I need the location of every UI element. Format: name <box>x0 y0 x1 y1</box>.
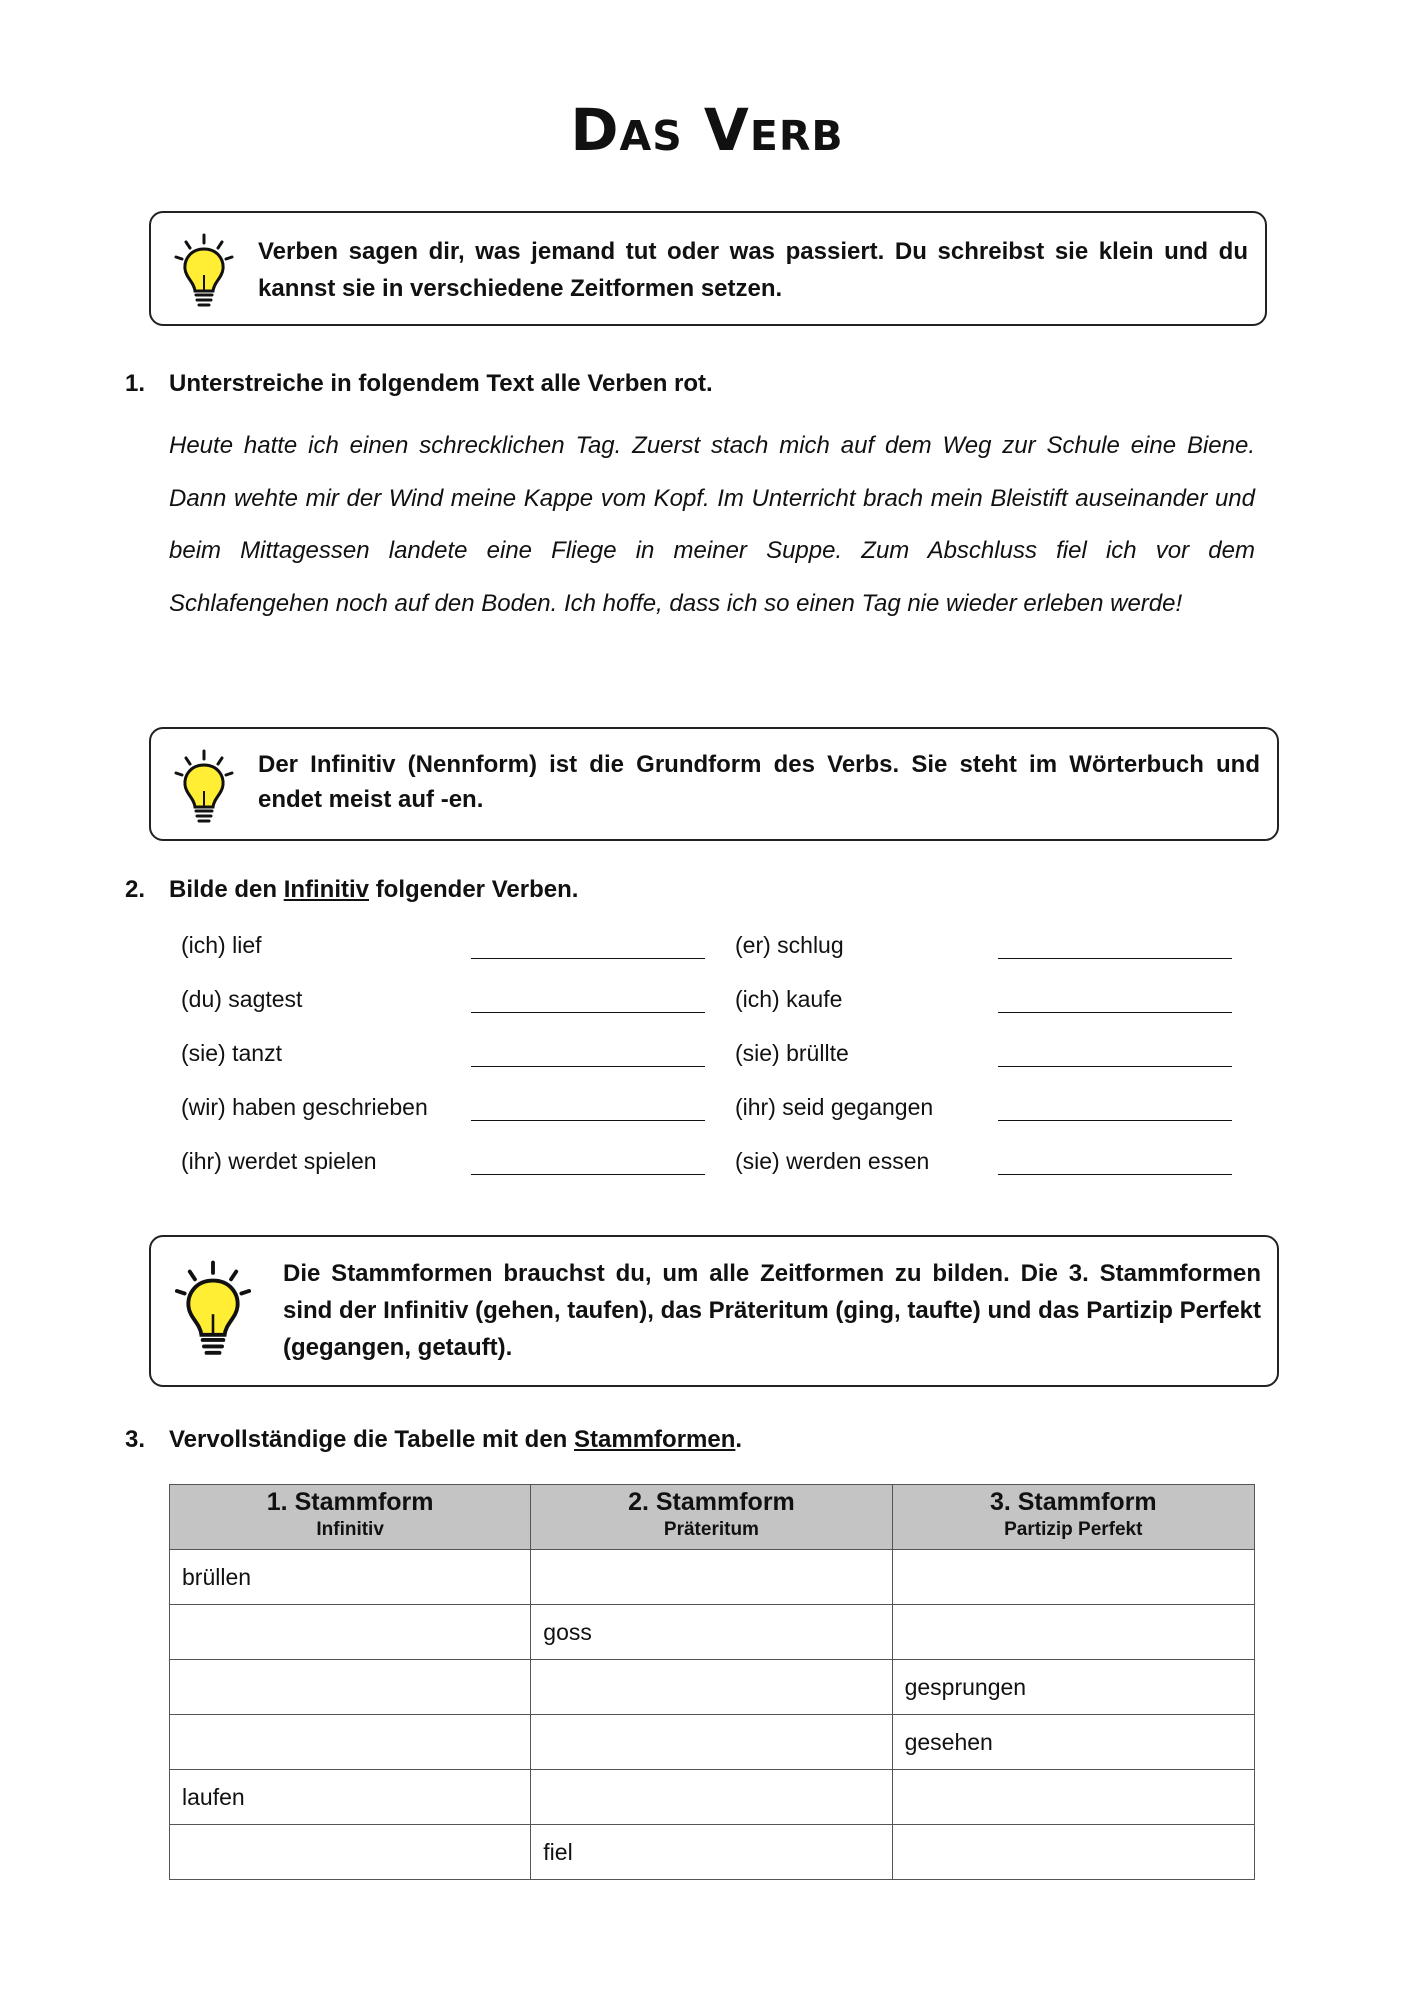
answer-blank[interactable] <box>471 1120 705 1121</box>
table-header-row <box>170 1485 1255 1550</box>
table-cell[interactable] <box>531 1770 892 1825</box>
verb-left: (ihr) werdet spielen <box>181 1148 377 1174</box>
header-title: 2. Stammform <box>628 1488 795 1516</box>
info-text-stammformen: Die Stammformen brauchst du, um alle Zeitformen zu bilden. Die 3. Stammformen sind der Infinitiv (gehen, taufen), das Präteritum (ging, taufte) und das Partizip Perfekt (gegangen, getauft). <box>283 1260 1261 1361</box>
task-1-number: 1. <box>125 370 146 397</box>
table-row <box>170 1770 1255 1825</box>
header-title: 3. Stammform <box>989 1488 1157 1516</box>
table-cell[interactable] <box>170 1825 531 1880</box>
table-row <box>170 1715 1255 1770</box>
task-2-heading <box>125 876 578 904</box>
lightbulb-icon <box>173 233 235 314</box>
answer-blank[interactable] <box>998 958 1232 959</box>
lightbulb-icon <box>173 749 235 830</box>
stammformen-table <box>169 1484 1255 1880</box>
table-row <box>170 1550 1255 1605</box>
verb-left: (sie) tanzt <box>181 1040 282 1066</box>
task-3-underlined-word: Stammformen <box>574 1426 736 1453</box>
answer-blank[interactable] <box>471 1066 705 1067</box>
task-3-heading <box>125 1426 742 1454</box>
task-3-number: 3. <box>125 1426 146 1453</box>
answer-blank[interactable] <box>998 1066 1232 1067</box>
table-cell[interactable]: fiel <box>531 1825 892 1880</box>
verb-right: (ich) kaufe <box>735 986 843 1012</box>
verb-right: (sie) brüllte <box>735 1040 849 1066</box>
table-cell[interactable] <box>892 1605 1254 1660</box>
verb-left: (ich) lief <box>181 932 262 958</box>
task-1-heading <box>125 370 713 398</box>
task-2-text-after: folgender Verben. <box>375 876 579 903</box>
info-box-infinitiv <box>149 727 1279 841</box>
table-cell[interactable] <box>892 1825 1254 1880</box>
task-2-number: 2. <box>125 876 146 903</box>
answer-blank[interactable] <box>471 1174 705 1175</box>
task-2-text-before: Bilde den <box>169 876 278 903</box>
info-text-verbs: Verben sagen dir, was jemand tut oder was passiert. Du schreibst sie klein und du kannst sie in verschiedene Zeitformen setzen. <box>258 238 1248 302</box>
lightbulb-icon <box>173 1259 253 1364</box>
table-header-1 <box>170 1485 531 1550</box>
header-sub: Partizip Perfekt <box>1004 1519 1143 1540</box>
table-cell[interactable]: gesprungen <box>892 1660 1254 1715</box>
answer-blank[interactable] <box>471 958 705 959</box>
table-cell[interactable]: laufen <box>170 1770 531 1825</box>
table-header-2 <box>531 1485 892 1550</box>
answer-blank[interactable] <box>998 1174 1232 1175</box>
table-cell[interactable]: goss <box>531 1605 892 1660</box>
story-text: Heute hatte ich einen schrecklichen Tag. Zuerst stach mich auf dem Weg zur Schule eine Biene. Dann wehte mir der Wind meine Kappe vom Kopf. Im Unterricht brach mein Bleistift auseinander und beim Mittagessen landete eine Fliege in meiner Suppe. Zum Abschluss fiel ich vor dem Schlafengehen noch auf den Boden. Ich hoffe, dass ich so einen Tag nie wieder erleben werde! <box>169 432 1255 617</box>
task-2-underlined-word: Infinitiv <box>283 876 370 903</box>
table-cell[interactable] <box>170 1715 531 1770</box>
verb-left: (du) sagtest <box>181 986 303 1012</box>
info-box-verbs <box>149 211 1267 326</box>
verb-right: (er) schlug <box>735 932 844 958</box>
verb-right: (sie) werden essen <box>735 1148 930 1174</box>
table-cell[interactable] <box>531 1550 892 1605</box>
table-cell[interactable]: brüllen <box>170 1550 531 1605</box>
info-box-stammformen <box>149 1235 1279 1387</box>
table-cell[interactable] <box>531 1660 892 1715</box>
page-title: Das Verb <box>570 96 844 164</box>
table-cell[interactable] <box>531 1715 892 1770</box>
task-1-text: Unterstreiche in folgendem Text alle Verben rot. <box>169 370 713 397</box>
task-3-text-before: Vervollständige die Tabelle mit den <box>169 1426 568 1453</box>
answer-blank[interactable] <box>998 1120 1232 1121</box>
table-cell[interactable] <box>892 1770 1254 1825</box>
task-3-text-after: . <box>735 1426 743 1453</box>
table-row <box>170 1605 1255 1660</box>
table-row <box>170 1825 1255 1880</box>
verb-left: (wir) haben geschrieben <box>181 1094 428 1120</box>
info-text-infinitiv: Der Infinitiv (Nennform) ist die Grundform des Verbs. Sie steht im Wörterbuch und endet meist auf -en. <box>258 751 1260 813</box>
answer-blank[interactable] <box>471 1012 705 1013</box>
header-sub: Präteritum <box>663 1519 759 1540</box>
header-title: 1. Stammform <box>266 1488 434 1516</box>
table-header-3 <box>892 1485 1254 1550</box>
table-row <box>170 1660 1255 1715</box>
verb-right: (ihr) seid gegangen <box>735 1094 934 1120</box>
table-cell[interactable] <box>170 1660 531 1715</box>
answer-blank[interactable] <box>998 1012 1232 1013</box>
table-cell[interactable] <box>170 1605 531 1660</box>
table-cell[interactable]: gesehen <box>892 1715 1254 1770</box>
table-cell[interactable] <box>892 1550 1254 1605</box>
header-sub: Infinitiv <box>316 1519 384 1540</box>
